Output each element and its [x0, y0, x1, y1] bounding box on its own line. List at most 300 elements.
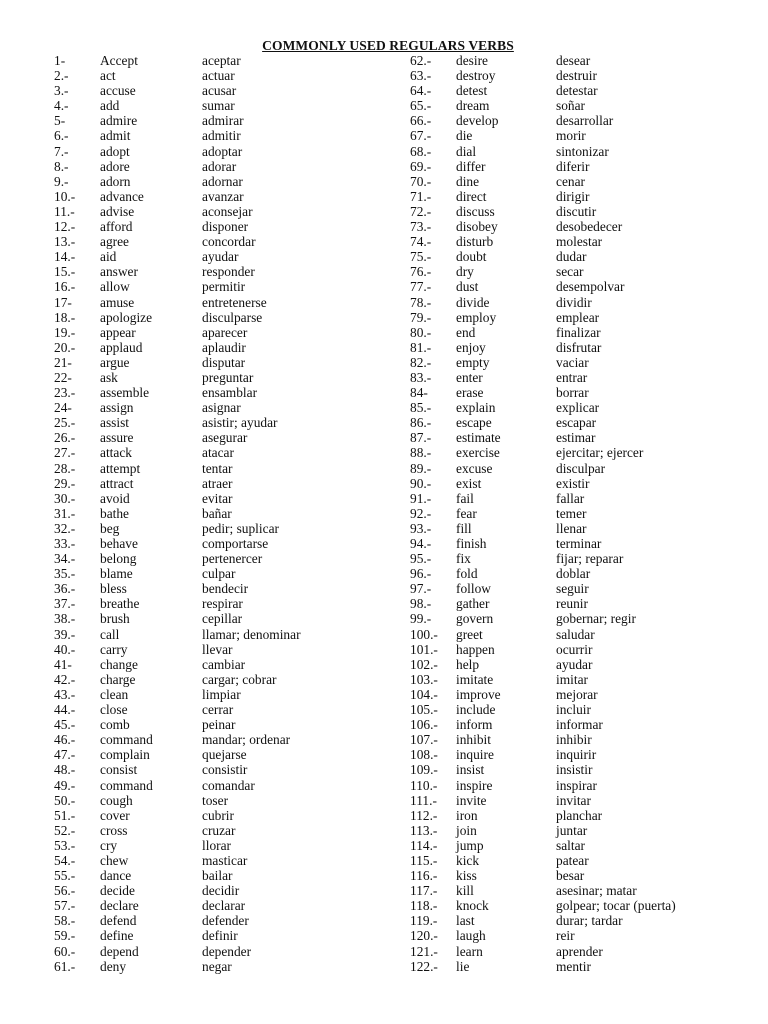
verb-english: complain [100, 747, 150, 763]
verb-spanish: finalizar [556, 324, 601, 340]
verb-number: 98.- [410, 596, 432, 612]
verb-spanish: terminar [556, 536, 602, 551]
verb-number: 38.- [54, 611, 76, 627]
verb-row [54, 868, 384, 883]
verb-row [54, 702, 384, 717]
verb-row [54, 627, 384, 642]
verb-spanish: disculpar [556, 460, 606, 476]
verb-spanish: seguir [556, 581, 589, 597]
verb-row [54, 174, 384, 189]
verb-row [54, 491, 384, 506]
verb-english: kill [456, 883, 474, 899]
verb-spanish: imitar [556, 671, 588, 687]
verb-english: destroy [456, 68, 496, 84]
verb-spanish: ocurrir [556, 641, 593, 657]
verb-row [54, 400, 384, 415]
verb-english: assemble [100, 385, 150, 401]
verb-number: 74.- [410, 234, 432, 250]
verb-number: 80.- [410, 324, 432, 340]
verb-row [410, 279, 740, 294]
verb-number: 51.- [54, 807, 76, 823]
verb-row [410, 249, 740, 264]
verb-english: govern [456, 611, 494, 627]
verb-english: knock [456, 898, 489, 914]
verb-spanish: insistir [556, 762, 593, 778]
verb-english: gather [456, 596, 490, 612]
verb-number: 39.- [54, 626, 76, 642]
verb-spanish: besar [556, 868, 585, 884]
verb-spanish: asegurar [202, 430, 248, 446]
verb-row [410, 340, 740, 355]
verb-english: end [456, 324, 476, 340]
verb-row [54, 581, 384, 596]
verb-spanish: sintonizar [556, 143, 609, 159]
verb-english: deny [100, 958, 127, 974]
verb-english: advise [100, 203, 135, 219]
verb-spanish: quejarse [202, 747, 247, 763]
verb-spanish: aparecer [202, 324, 248, 340]
verb-spanish: borrar [556, 385, 589, 401]
verb-spanish: doblar [556, 566, 591, 582]
verb-row [410, 144, 740, 159]
verb-row [54, 249, 384, 264]
verb-number: 61.- [54, 958, 76, 974]
verb-spanish: aconsejar [202, 203, 253, 219]
verb-spanish: depender [202, 943, 252, 959]
verb-spanish: asistir; ayudar [202, 415, 278, 431]
verb-row [54, 219, 384, 234]
verb-english: behave [100, 536, 138, 551]
verb-english: Accept [100, 53, 138, 68]
verb-number: 69.- [410, 158, 432, 174]
verb-number: 32.- [54, 520, 76, 536]
verb-english: apologize [100, 309, 153, 325]
verb-number: 119.- [410, 913, 438, 929]
verb-number: 36.- [54, 581, 76, 597]
verb-row [54, 959, 384, 974]
verb-english: assist [100, 415, 130, 431]
verb-spanish: cargar; cobrar [202, 671, 277, 687]
verb-spanish: adoptar [202, 143, 243, 159]
verb-row [54, 944, 384, 959]
verb-spanish: negar [202, 958, 232, 974]
verb-english: change [100, 656, 138, 672]
verb-spanish: declarar [202, 898, 246, 914]
verb-row [54, 415, 384, 430]
verb-spanish: adornar [202, 173, 243, 189]
verb-number: 52.- [54, 822, 76, 838]
verb-english: detest [456, 83, 488, 99]
verb-english: inquire [456, 747, 494, 763]
verb-row [54, 430, 384, 445]
verb-number: 93.- [410, 520, 432, 536]
verb-spanish: escapar [556, 415, 597, 431]
verb-english: bless [100, 581, 127, 597]
verb-number: 41- [54, 656, 72, 672]
verb-english: attempt [100, 460, 141, 476]
verb-row [410, 793, 740, 808]
verb-row [410, 355, 740, 370]
verb-english: comb [100, 717, 130, 733]
verb-english: erase [456, 385, 484, 401]
verb-english: decide [100, 883, 135, 899]
verb-english: inhibit [456, 732, 491, 748]
verb-english: adopt [100, 143, 130, 159]
verb-row [54, 793, 384, 808]
verb-spanish: ejercitar; ejercer [556, 445, 644, 461]
verb-spanish: llenar [556, 520, 587, 536]
verb-row [54, 264, 384, 279]
verb-spanish: admirar [202, 113, 244, 129]
verb-row [54, 340, 384, 355]
verb-number: 113.- [410, 822, 438, 838]
verb-english: command [100, 732, 153, 748]
verb-english: dial [456, 143, 477, 159]
verb-english: carry [100, 641, 128, 657]
verb-number: 46.- [54, 732, 76, 748]
verb-spanish: reir [556, 928, 575, 944]
verb-row [410, 536, 740, 551]
verb-spanish: cambiar [202, 656, 246, 672]
verb-english: appear [100, 324, 136, 340]
verb-row [54, 536, 384, 551]
verb-number: 22- [54, 369, 72, 385]
verb-number: 15.- [54, 264, 76, 280]
verb-english: lie [456, 958, 470, 974]
verb-spanish: detestar [556, 83, 598, 99]
verb-spanish: explicar [556, 400, 600, 416]
verb-number: 60.- [54, 943, 76, 959]
verb-row [410, 53, 740, 68]
verb-row [54, 611, 384, 626]
verb-spanish: existir [556, 475, 590, 491]
verb-number: 17- [54, 294, 72, 310]
verb-english: attract [100, 475, 134, 491]
verb-row [410, 113, 740, 128]
verb-spanish: juntar [556, 822, 588, 838]
verb-english: differ [456, 158, 486, 174]
verb-number: 77.- [410, 279, 432, 295]
verb-spanish: aceptar [202, 53, 241, 68]
verb-number: 85.- [410, 400, 432, 416]
verb-row [410, 627, 740, 642]
verb-english: exist [456, 475, 482, 491]
verb-english: laugh [456, 928, 486, 944]
verb-english: kick [456, 852, 480, 868]
verb-number: 12.- [54, 219, 76, 235]
verb-spanish: concordar [202, 234, 256, 250]
verb-row [410, 838, 740, 853]
verb-spanish: disfrutar [556, 339, 602, 355]
verb-row [410, 430, 740, 445]
verb-spanish: aplaudir [202, 339, 246, 355]
verb-spanish: llorar [202, 837, 231, 853]
verb-number: 13.- [54, 234, 76, 250]
verb-english: close [100, 702, 128, 718]
verb-english: allow [100, 279, 130, 295]
verb-english: argue [100, 354, 130, 370]
verb-number: 83.- [410, 369, 432, 385]
verb-number: 82.- [410, 354, 432, 370]
verb-number: 9.- [54, 173, 69, 189]
verb-spanish: consistir [202, 762, 248, 778]
verb-number: 86.- [410, 415, 432, 431]
verb-english: declare [100, 898, 139, 914]
verb-spanish: soñar [556, 98, 586, 114]
verb-row [54, 204, 384, 219]
verb-english: assure [100, 430, 134, 446]
verb-number: 120.- [410, 928, 438, 944]
verb-row [54, 898, 384, 913]
verb-english: amuse [100, 294, 135, 310]
verb-number: 116.- [410, 868, 438, 884]
verb-row [54, 53, 384, 68]
verb-row [410, 747, 740, 762]
verb-number: 30.- [54, 490, 76, 506]
verb-number: 89.- [410, 460, 432, 476]
verb-spanish: inhibir [556, 732, 592, 748]
verb-row [54, 113, 384, 128]
verb-row [410, 219, 740, 234]
verb-row [54, 476, 384, 491]
verb-english: attack [100, 445, 132, 461]
verb-spanish: desarrollar [556, 113, 614, 129]
verb-spanish: defender [202, 913, 249, 929]
verb-english: assign [100, 400, 134, 416]
verb-number: 2.- [54, 68, 69, 84]
verb-english: define [100, 928, 134, 944]
verb-spanish: evitar [202, 490, 233, 506]
verb-row [410, 310, 740, 325]
verb-row [410, 174, 740, 189]
verb-english: ask [100, 369, 118, 385]
verb-row [54, 657, 384, 672]
verb-number: 11.- [54, 203, 75, 219]
verb-number: 27.- [54, 445, 76, 461]
verb-spanish: bañar [202, 505, 232, 521]
verb-number: 35.- [54, 566, 76, 582]
verb-row [410, 913, 740, 928]
verb-number: 104.- [410, 686, 438, 702]
verb-row [54, 551, 384, 566]
verb-number: 95.- [410, 551, 432, 567]
verb-english: belong [100, 551, 137, 567]
verb-english: beg [100, 520, 120, 536]
verb-spanish: permitir [202, 279, 246, 295]
verb-row [54, 853, 384, 868]
verb-english: estimate [456, 430, 501, 446]
page-title: COMMONLY USED REGULARS VERBS [262, 38, 514, 53]
verb-english: help [456, 656, 480, 672]
verb-spanish: aprender [556, 943, 603, 959]
verb-row [54, 279, 384, 294]
verb-spanish: bailar [202, 868, 233, 884]
verb-spanish: pedir; suplicar [202, 520, 279, 536]
verb-spanish: dividir [556, 294, 592, 310]
verb-english: develop [456, 113, 499, 129]
verb-spanish: saltar [556, 837, 585, 853]
verb-spanish: ensamblar [202, 385, 258, 401]
verb-english: dust [456, 279, 479, 295]
verb-number: 118.- [410, 898, 438, 914]
verb-number: 28.- [54, 460, 76, 476]
verb-english: last [456, 913, 475, 929]
verb-row [410, 611, 740, 626]
verb-english: depend [100, 943, 139, 959]
verb-english: call [100, 626, 120, 642]
verb-english: chew [100, 852, 129, 868]
verb-english: enter [456, 369, 483, 385]
verb-english: breathe [100, 596, 140, 612]
verb-english: accuse [100, 83, 136, 99]
verb-english: admire [100, 113, 138, 129]
verb-row [410, 928, 740, 943]
verb-row [410, 415, 740, 430]
verb-row [410, 189, 740, 204]
verb-english: happen [456, 641, 495, 657]
verb-number: 57.- [54, 898, 76, 914]
verb-english: charge [100, 671, 136, 687]
verb-english: disturb [456, 234, 494, 250]
verb-row [410, 762, 740, 777]
verb-english: learn [456, 943, 483, 959]
verb-spanish: limpiar [202, 686, 241, 702]
verb-number: 49.- [54, 777, 76, 793]
verb-spanish: patear [556, 852, 589, 868]
verb-row [410, 325, 740, 340]
verb-spanish: discutir [556, 203, 597, 219]
verb-number: 34.- [54, 551, 76, 567]
verb-english: imitate [456, 671, 494, 687]
verb-english: inspire [456, 777, 493, 793]
verb-number: 8.- [54, 158, 69, 174]
verb-spanish: mejorar [556, 686, 598, 702]
verb-number: 31.- [54, 505, 76, 521]
verb-spanish: responder [202, 264, 255, 280]
verb-spanish: durar; tardar [556, 913, 623, 929]
verb-english: command [100, 777, 153, 793]
verb-english: add [100, 98, 120, 114]
verb-row [54, 717, 384, 732]
verb-english: cry [100, 837, 118, 853]
verb-spanish: preguntar [202, 369, 254, 385]
verb-row [410, 778, 740, 793]
verb-english: fear [456, 505, 477, 521]
verb-english: afford [100, 219, 133, 235]
verb-number: 107.- [410, 732, 438, 748]
verb-spanish: pertenercer [202, 551, 263, 567]
verb-english: insist [456, 762, 485, 778]
verb-english: consist [100, 762, 138, 778]
verb-spanish: mandar; ordenar [202, 732, 291, 748]
verb-number: 87.- [410, 430, 432, 446]
verb-english: advance [100, 188, 144, 204]
verb-english: exercise [456, 445, 500, 461]
verb-row [410, 944, 740, 959]
verb-english: answer [100, 264, 138, 280]
verb-row [54, 355, 384, 370]
verb-spanish: emplear [556, 309, 600, 325]
verb-row [410, 506, 740, 521]
verb-row [410, 566, 740, 581]
verb-row [410, 959, 740, 974]
verb-spanish: disculparse [202, 309, 263, 325]
verb-spanish: entretenerse [202, 294, 267, 310]
verb-english: finish [456, 536, 487, 551]
verb-english: die [456, 128, 473, 144]
verb-number: 7.- [54, 143, 69, 159]
verb-spanish: gobernar; regir [556, 611, 636, 627]
verb-english: escape [456, 415, 492, 431]
verb-number: 50.- [54, 792, 76, 808]
verb-row [410, 234, 740, 249]
verb-number: 72.- [410, 203, 432, 219]
verb-number: 26.- [54, 430, 76, 446]
verb-number: 29.- [54, 475, 76, 491]
verb-spanish: comportarse [202, 536, 269, 551]
verb-row [410, 642, 740, 657]
verb-english: applaud [100, 339, 143, 355]
verb-spanish: acusar [202, 83, 237, 99]
verb-number: 37.- [54, 596, 76, 612]
verb-row [410, 521, 740, 536]
verb-row [54, 310, 384, 325]
verb-english: cross [100, 822, 128, 838]
verb-row [54, 778, 384, 793]
verb-spanish: disputar [202, 354, 246, 370]
verb-row [410, 702, 740, 717]
verb-row [410, 83, 740, 98]
verb-row [410, 385, 740, 400]
verb-row [54, 83, 384, 98]
verb-number: 10.- [54, 188, 76, 204]
verb-spanish: dudar [556, 249, 587, 265]
verb-row [54, 596, 384, 611]
verb-english: inform [456, 717, 493, 733]
verb-number: 55.- [54, 868, 76, 884]
verb-number: 40.- [54, 641, 76, 657]
verb-number: 100.- [410, 626, 438, 642]
verb-number: 73.- [410, 219, 432, 235]
verb-english: agree [100, 234, 129, 250]
verb-english: brush [100, 611, 130, 627]
verb-spanish: asignar [202, 400, 241, 416]
verb-spanish: avanzar [202, 188, 244, 204]
verb-number: 81.- [410, 339, 432, 355]
verb-english: iron [456, 807, 478, 823]
verb-number: 66.- [410, 113, 432, 129]
verb-number: 106.- [410, 717, 438, 733]
verb-english: fail [456, 490, 474, 506]
verb-number: 84- [410, 385, 428, 401]
verb-number: 103.- [410, 671, 438, 687]
verb-spanish: cepillar [202, 611, 243, 627]
verb-english: divide [456, 294, 490, 310]
verb-spanish: diferir [556, 158, 590, 174]
verb-spanish: entrar [556, 369, 588, 385]
verb-spanish: actuar [202, 68, 235, 84]
verb-number: 76.- [410, 264, 432, 280]
verb-spanish: tentar [202, 460, 233, 476]
verb-number: 58.- [54, 913, 76, 929]
verb-number: 33.- [54, 536, 76, 551]
verb-row [54, 928, 384, 943]
verb-spanish: definir [202, 928, 238, 944]
verb-row [410, 491, 740, 506]
verb-number: 112.- [410, 807, 438, 823]
verb-english: join [456, 822, 477, 838]
verb-number: 88.- [410, 445, 432, 461]
